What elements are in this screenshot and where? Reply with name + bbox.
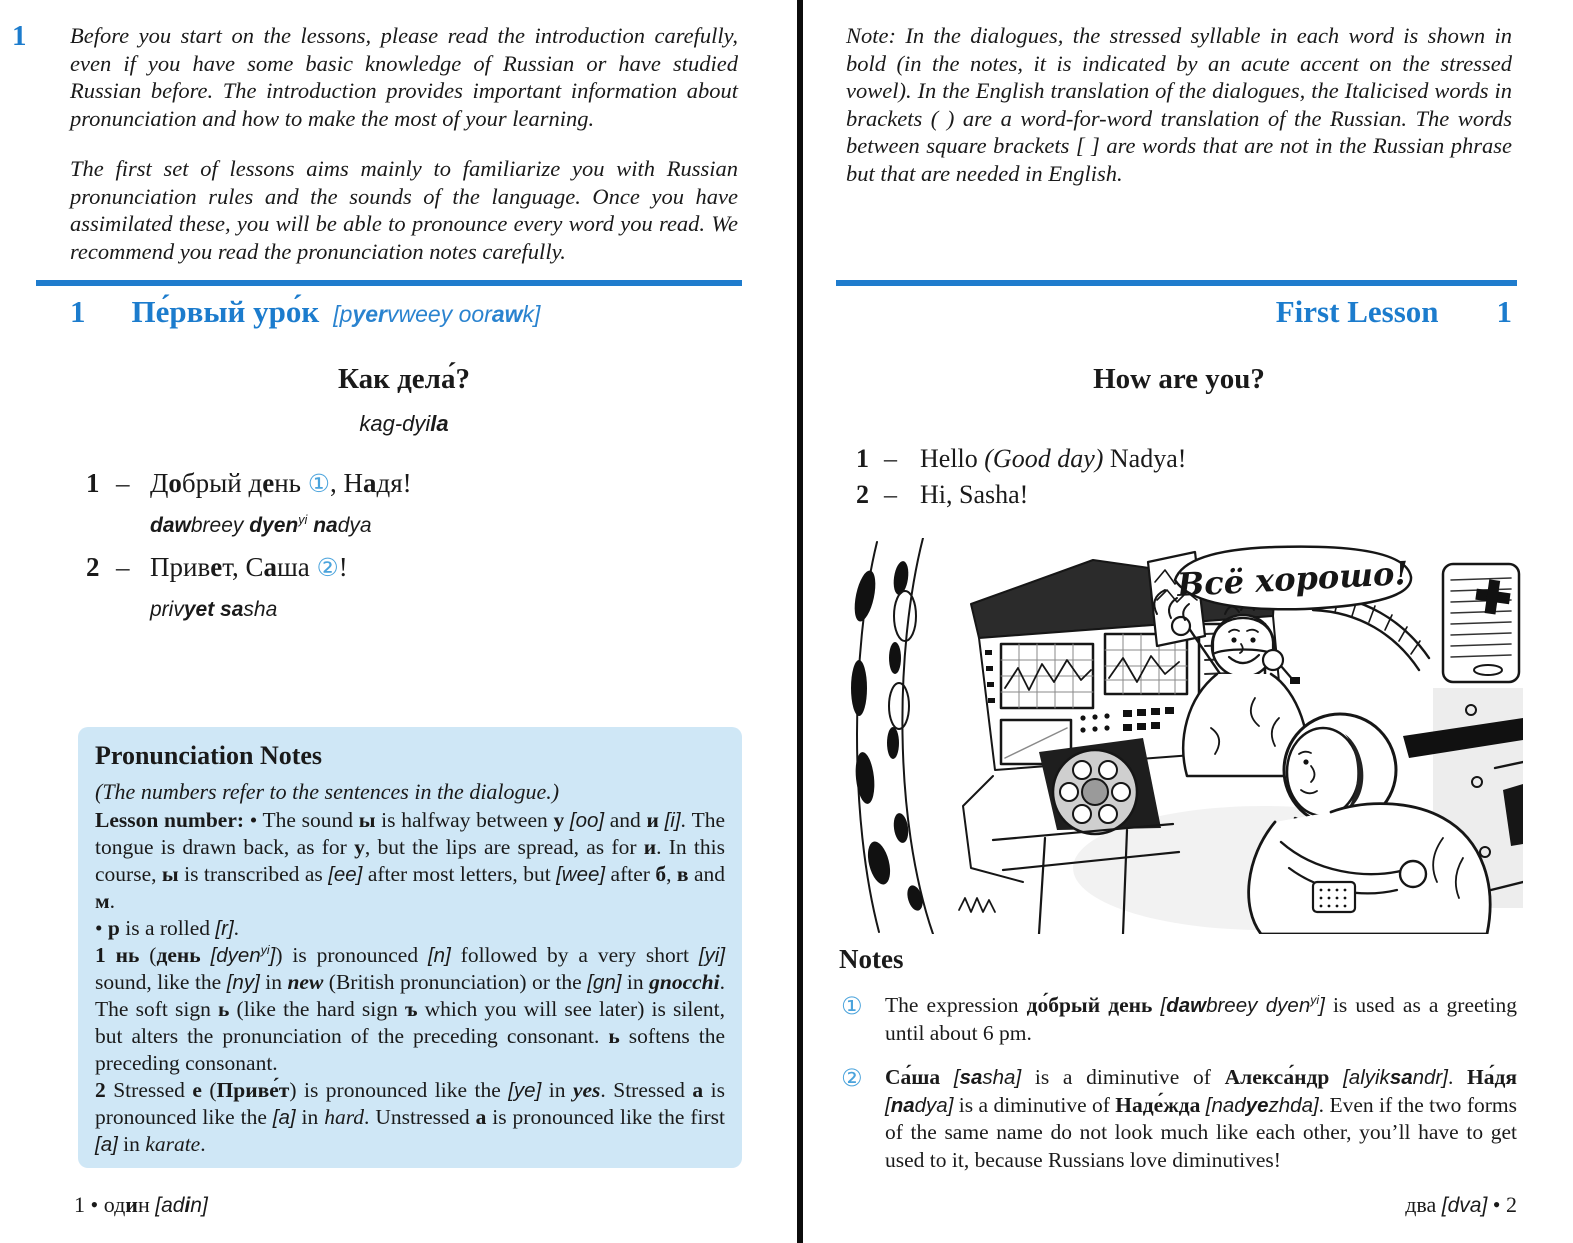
note-text: Са́ша [sasha] is a diminutive of Алекса́ндр [alyiksandr]. На́дя [nadya] is a diminutive of Наде́жда [nadyezhda]. Even if the two forms of the same name do not look much like each other, you’ll have to get used to it, because Russians love diminutives! [885, 1065, 1518, 1172]
page-number-footer-right: два [dva] • 2 [1405, 1192, 1517, 1217]
note-paragraph: Note: In the dialogues, the stressed syllable in each word is shown in bold (in the notes, it is indicated by an acute accent on the stressed vowel). In the English translation of the dialogues, the Italicised words in brackets ( ) are a word-for-word translation of the Russian. The words between square brackets [ ] are words that are not in the Russian phrase but that are needed in English. [846, 23, 1512, 186]
dialogue-text-english: Hello (Good day) Nadya! [920, 444, 1187, 473]
cosmonauts-illustration [843, 538, 1523, 934]
speech-bubble-text: Всё хорошо! [1176, 553, 1410, 605]
dialogue-line-number: 1 [86, 468, 100, 498]
dialogue-dash: – [116, 552, 130, 582]
dialogue-title-english: How are you? [1093, 363, 1265, 395]
note-item-2 [841, 1064, 1517, 1174]
dialogue-line-2 [86, 552, 348, 583]
dialogue-line-number: 2 [86, 552, 100, 582]
dialogue-text-english: Hi, Sasha! [920, 480, 1029, 509]
note-text: The expression до́брый день [dawbreey dyen$^{yi}$] is used as a greeting until about 6 pm. [885, 993, 1518, 1045]
pronunciation-notes-intro: (The numbers refer to the sentences in the dialogue.) [95, 779, 560, 804]
page-number-footer-left: 1 • один [adin] [74, 1192, 208, 1217]
intro-block [70, 22, 738, 288]
lesson-title-english: First Lesson [1275, 294, 1439, 329]
lesson-title-russian: Пе́рвый уро́к [131, 294, 320, 329]
note-item-1 [841, 992, 1517, 1047]
intro-paragraph-1: Before you start on the lessons, please read the introduction carefully, even if you have some basic knowledge of Russian or have studied Russian before. The introduction provides important information about pronunciation and how to make the most of your learning. [70, 23, 738, 131]
lesson-header-left [70, 294, 738, 330]
dialogue-title-transcription: kag-dyila [359, 411, 449, 436]
dialogue-transcription-1: dawbreey dyen$^{yi}$ nadya [150, 513, 372, 537]
dialogue-dash: – [884, 480, 897, 509]
pronunciation-note-paragraph: • р is a rolled [r]. [95, 916, 240, 940]
dialogue-line-number: 1 [856, 444, 869, 473]
pronunciation-note-paragraph: 2 Stressed е (Приве́т) is pronounced like the [ye] in yes. Stressed а is pronounced like the [a] in hard. Unstressed а is pronounced like the first [a] in karate. [95, 1078, 725, 1156]
dialogue-text-russian: Добрый день ①, Надя! [150, 468, 412, 498]
pronunciation-notes-box [78, 727, 742, 1168]
intro-paragraph-2: The first set of lessons aims mainly to familiarize you with Russian pronunciation rules and the sounds of the language. Once you have assimilated these, you will be able to pronounce every word you read. We recommend you read the pronunciation notes carefully. [70, 156, 738, 264]
dialogue-dash: – [116, 468, 130, 498]
dialogue-line-1-english [856, 444, 1186, 474]
pronunciation-note-paragraph: Lesson number: • The sound ы is halfway between у [oo] and и [i]. The tongue is drawn back, as for у, but the lips are spread, as for и. In this course, ы is transcribed as [ee] after most letters, but [wee] after б, в and м. [95, 808, 726, 913]
lesson-margin-number: 1 [12, 20, 27, 52]
dialogue-title-russian: Как дела́? [338, 363, 470, 395]
blue-divider-left [36, 280, 742, 286]
lesson-number: 1 [1496, 294, 1512, 329]
dialogue-transcription-2: privyet sasha [150, 598, 278, 621]
note-number-circled: ② [841, 1064, 863, 1092]
lesson-number: 1 [70, 294, 86, 329]
dialogue-line-number: 2 [856, 480, 869, 509]
lesson-title-transcription: [pyervweey oorawk] [333, 301, 541, 327]
pronunciation-note-paragraph: 1 нь (день [dyen$^{yi}$]) is pronounced [n] followed by a very short [yi] sound, like the [ny] in new (British pronunciation) or the [gn] in gnocchi. The soft sign ь (like the hard sign ъ which you will see later) is silent, but alters the pronunciation of the preceding consonant. ь softens the preceding consonant. [95, 943, 726, 1075]
page-right [803, 0, 1573, 1243]
dialogue-text-russian: Привет, Саша ②! [150, 552, 348, 582]
pronunciation-notes-title: Pronunciation Notes [95, 741, 323, 770]
dialogue-line-2-english [856, 480, 1028, 510]
notes-title: Notes [839, 944, 904, 974]
lesson-header-right [846, 294, 1512, 330]
blue-divider-right [836, 280, 1517, 286]
dialogue-dash: – [884, 444, 897, 473]
note-number-circled: ① [841, 992, 863, 1020]
dialogue-line-1 [86, 468, 412, 499]
